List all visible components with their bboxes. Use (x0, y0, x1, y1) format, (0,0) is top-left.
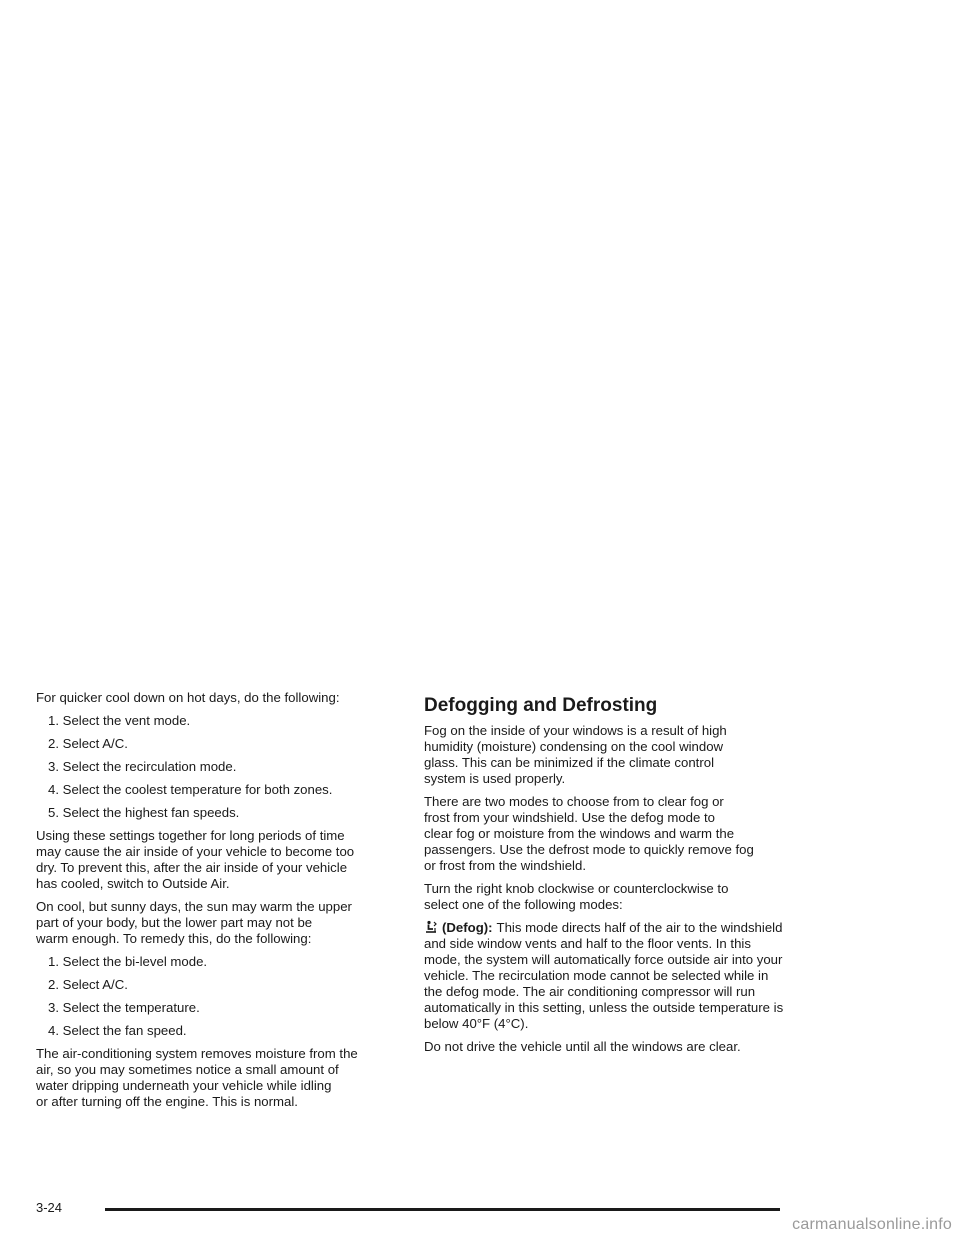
list-item: 3. Select the temperature. (48, 1000, 200, 1015)
list-item: 4. Select the fan speed. (48, 1023, 187, 1038)
defog-mode-icon (424, 920, 438, 934)
page-number: 3-24 (36, 1200, 63, 1215)
list-item: 3. Select the recirculation mode. (48, 759, 237, 774)
drive-warning-paragraph: Do not drive the vehicle until all the windows are clear. (424, 1039, 741, 1054)
intro-text: For quicker cool down on hot days, do the following: (36, 690, 340, 705)
section-heading: Defogging and Defrosting (424, 695, 658, 716)
dry-air-paragraph: Using these settings together for long periods of time may cause the air inside of your vehicle to become too dry. To prevent this, after the air inside of your vehicle has cooled, switch to Outside Air. (36, 828, 355, 891)
defog-mode-paragraph (424, 920, 784, 1032)
moisture-paragraph: The air-conditioning system removes moisture from the air, so you may sometimes notice a small amount of water dripping underneath your vehicle while idling or after turning off the engine. This is normal. (36, 1046, 358, 1109)
knob-paragraph: Turn the right knob clockwise or counterclockwise to select one of the following modes: (424, 881, 729, 912)
list-item: 5. Select the highest fan speeds. (48, 805, 240, 820)
list-item: 1. Select the vent mode. (48, 713, 191, 728)
fog-paragraph: Fog on the inside of your windows is a result of high humidity (moisture) condensing on the cool window glass. This can be minimized if the climate control system is used properly. (424, 723, 727, 786)
list-item: 4. Select the coolest temperature for both zones. (48, 782, 333, 797)
watermark: carmanualsonline.info (792, 1216, 952, 1233)
list-item: 2. Select A/C. (48, 977, 128, 992)
left-column (36, 690, 396, 1117)
defog-description: This mode directs half of the air to the windshield and side window vents and half to the floor vents. In this mode, the system will automatically force outside air into your vehicle. The recirculation mode cannot be selected while in the defog mode. The air conditioning compressor will run automatically in this setting, unless the outside temperature is below 40°F (4°C). (424, 920, 784, 1031)
footer-rule (105, 1208, 780, 1211)
modes-paragraph: There are two modes to choose from to clear fog or frost from your windshield. Use the defog mode to clear fog or moisture from the windows and warm the passengers. Use the defrost mode to quickly remove fog or frost from the windshield. (424, 794, 754, 873)
defog-label: (Defog): (442, 920, 493, 935)
right-column (424, 690, 784, 1062)
sunny-days-paragraph: On cool, but sunny days, the sun may warm the upper part of your body, but the lower part may not be warm enough. To remedy this, do the following: (36, 899, 352, 946)
list-item: 1. Select the bi-level mode. (48, 954, 208, 969)
list-item: 2. Select A/C. (48, 736, 128, 751)
